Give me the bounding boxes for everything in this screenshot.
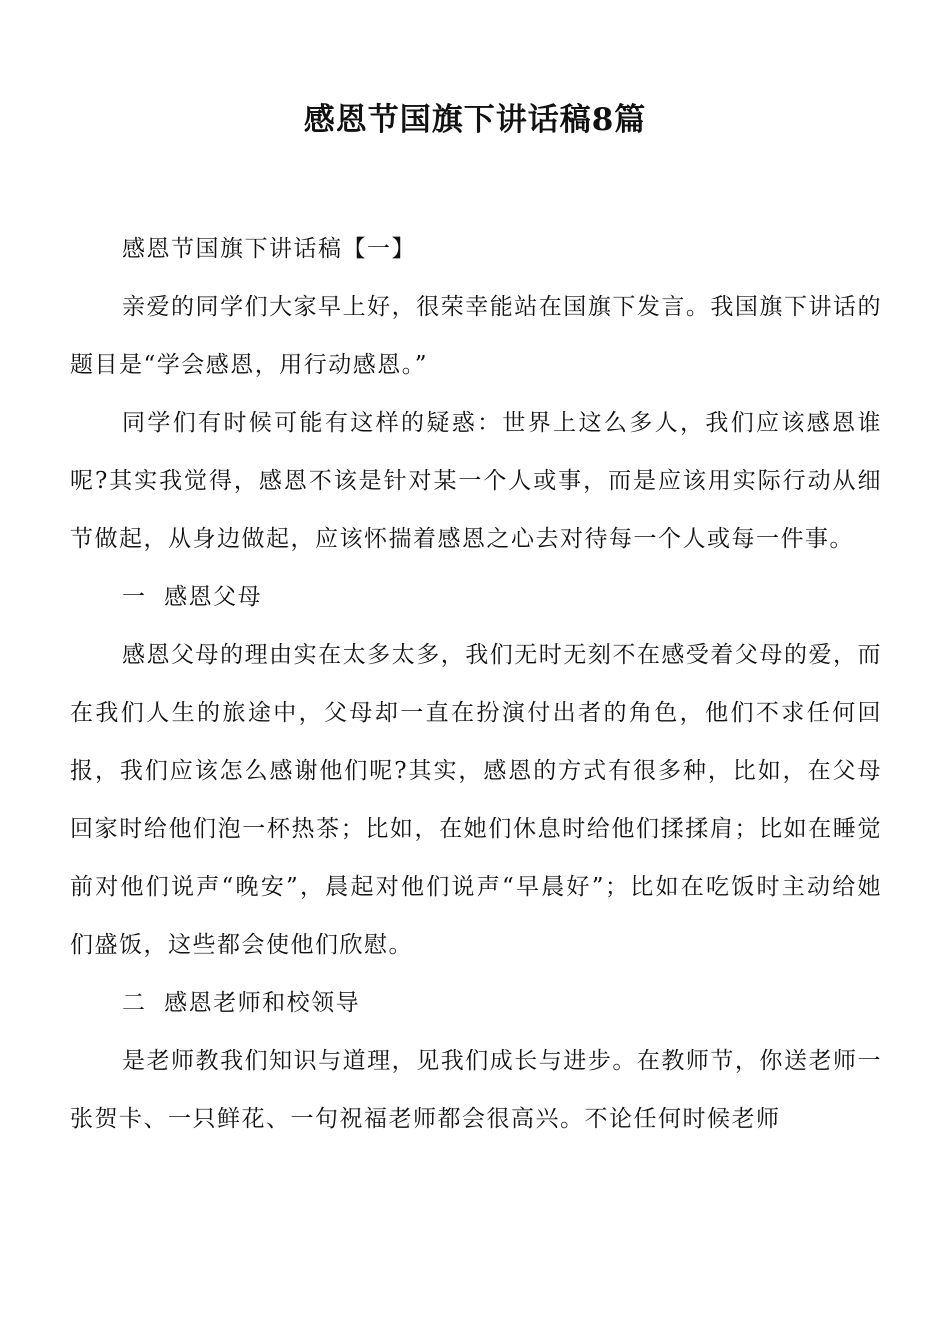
subsection-heading: 一 感恩父母 — [122, 584, 263, 610]
document-body — [70, 220, 882, 1148]
paragraph: 是老师教我们知识与道理，见我们成长与进步。在教师节，你送老师一张贺卡、一只鲜花、一句祝福老师都会很高兴。不论任何时候老师 — [70, 1048, 882, 1132]
document-title: 感恩节国旗下讲话稿8篇 — [303, 102, 647, 138]
subsection-heading: 二 感恩老师和校领导 — [122, 990, 361, 1016]
paragraph: 同学们有时候可能有这样的疑惑：世界上这么多人，我们应该感恩谁呢?其实我觉得，感恩不该是针对某一个人或事，而是应该用实际行动从细节做起，从身边做起，应该怀揣着感恩之心去对待每一个人或每一件事。 — [70, 410, 882, 552]
paragraph: 亲爱的同学们大家早上好，很荣幸能站在国旗下发言。我国旗下讲话的题目是“学会感恩，用行动感恩。” — [70, 294, 882, 378]
section-heading: 感恩节国旗下讲话稿【一】 — [122, 236, 416, 262]
paragraph: 感恩父母的理由实在太多太多，我们无时无刻不在感受着父母的爱，而在我们人生的旅途中，父母却一直在扮演付出者的角色，他们不求任何回报，我们应该怎么感谢他们呢?其实，感恩的方式有很多种，比如，在父母回家时给他们泡一杯热茶；比如，在她们休息时给他们揉揉肩；比如在睡觉前对他们说声“晚安”，晨起对他们说声“早晨好”；比如在吃饭时主动给她们盛饭，这些都会使他们欣慰。 — [70, 642, 882, 958]
